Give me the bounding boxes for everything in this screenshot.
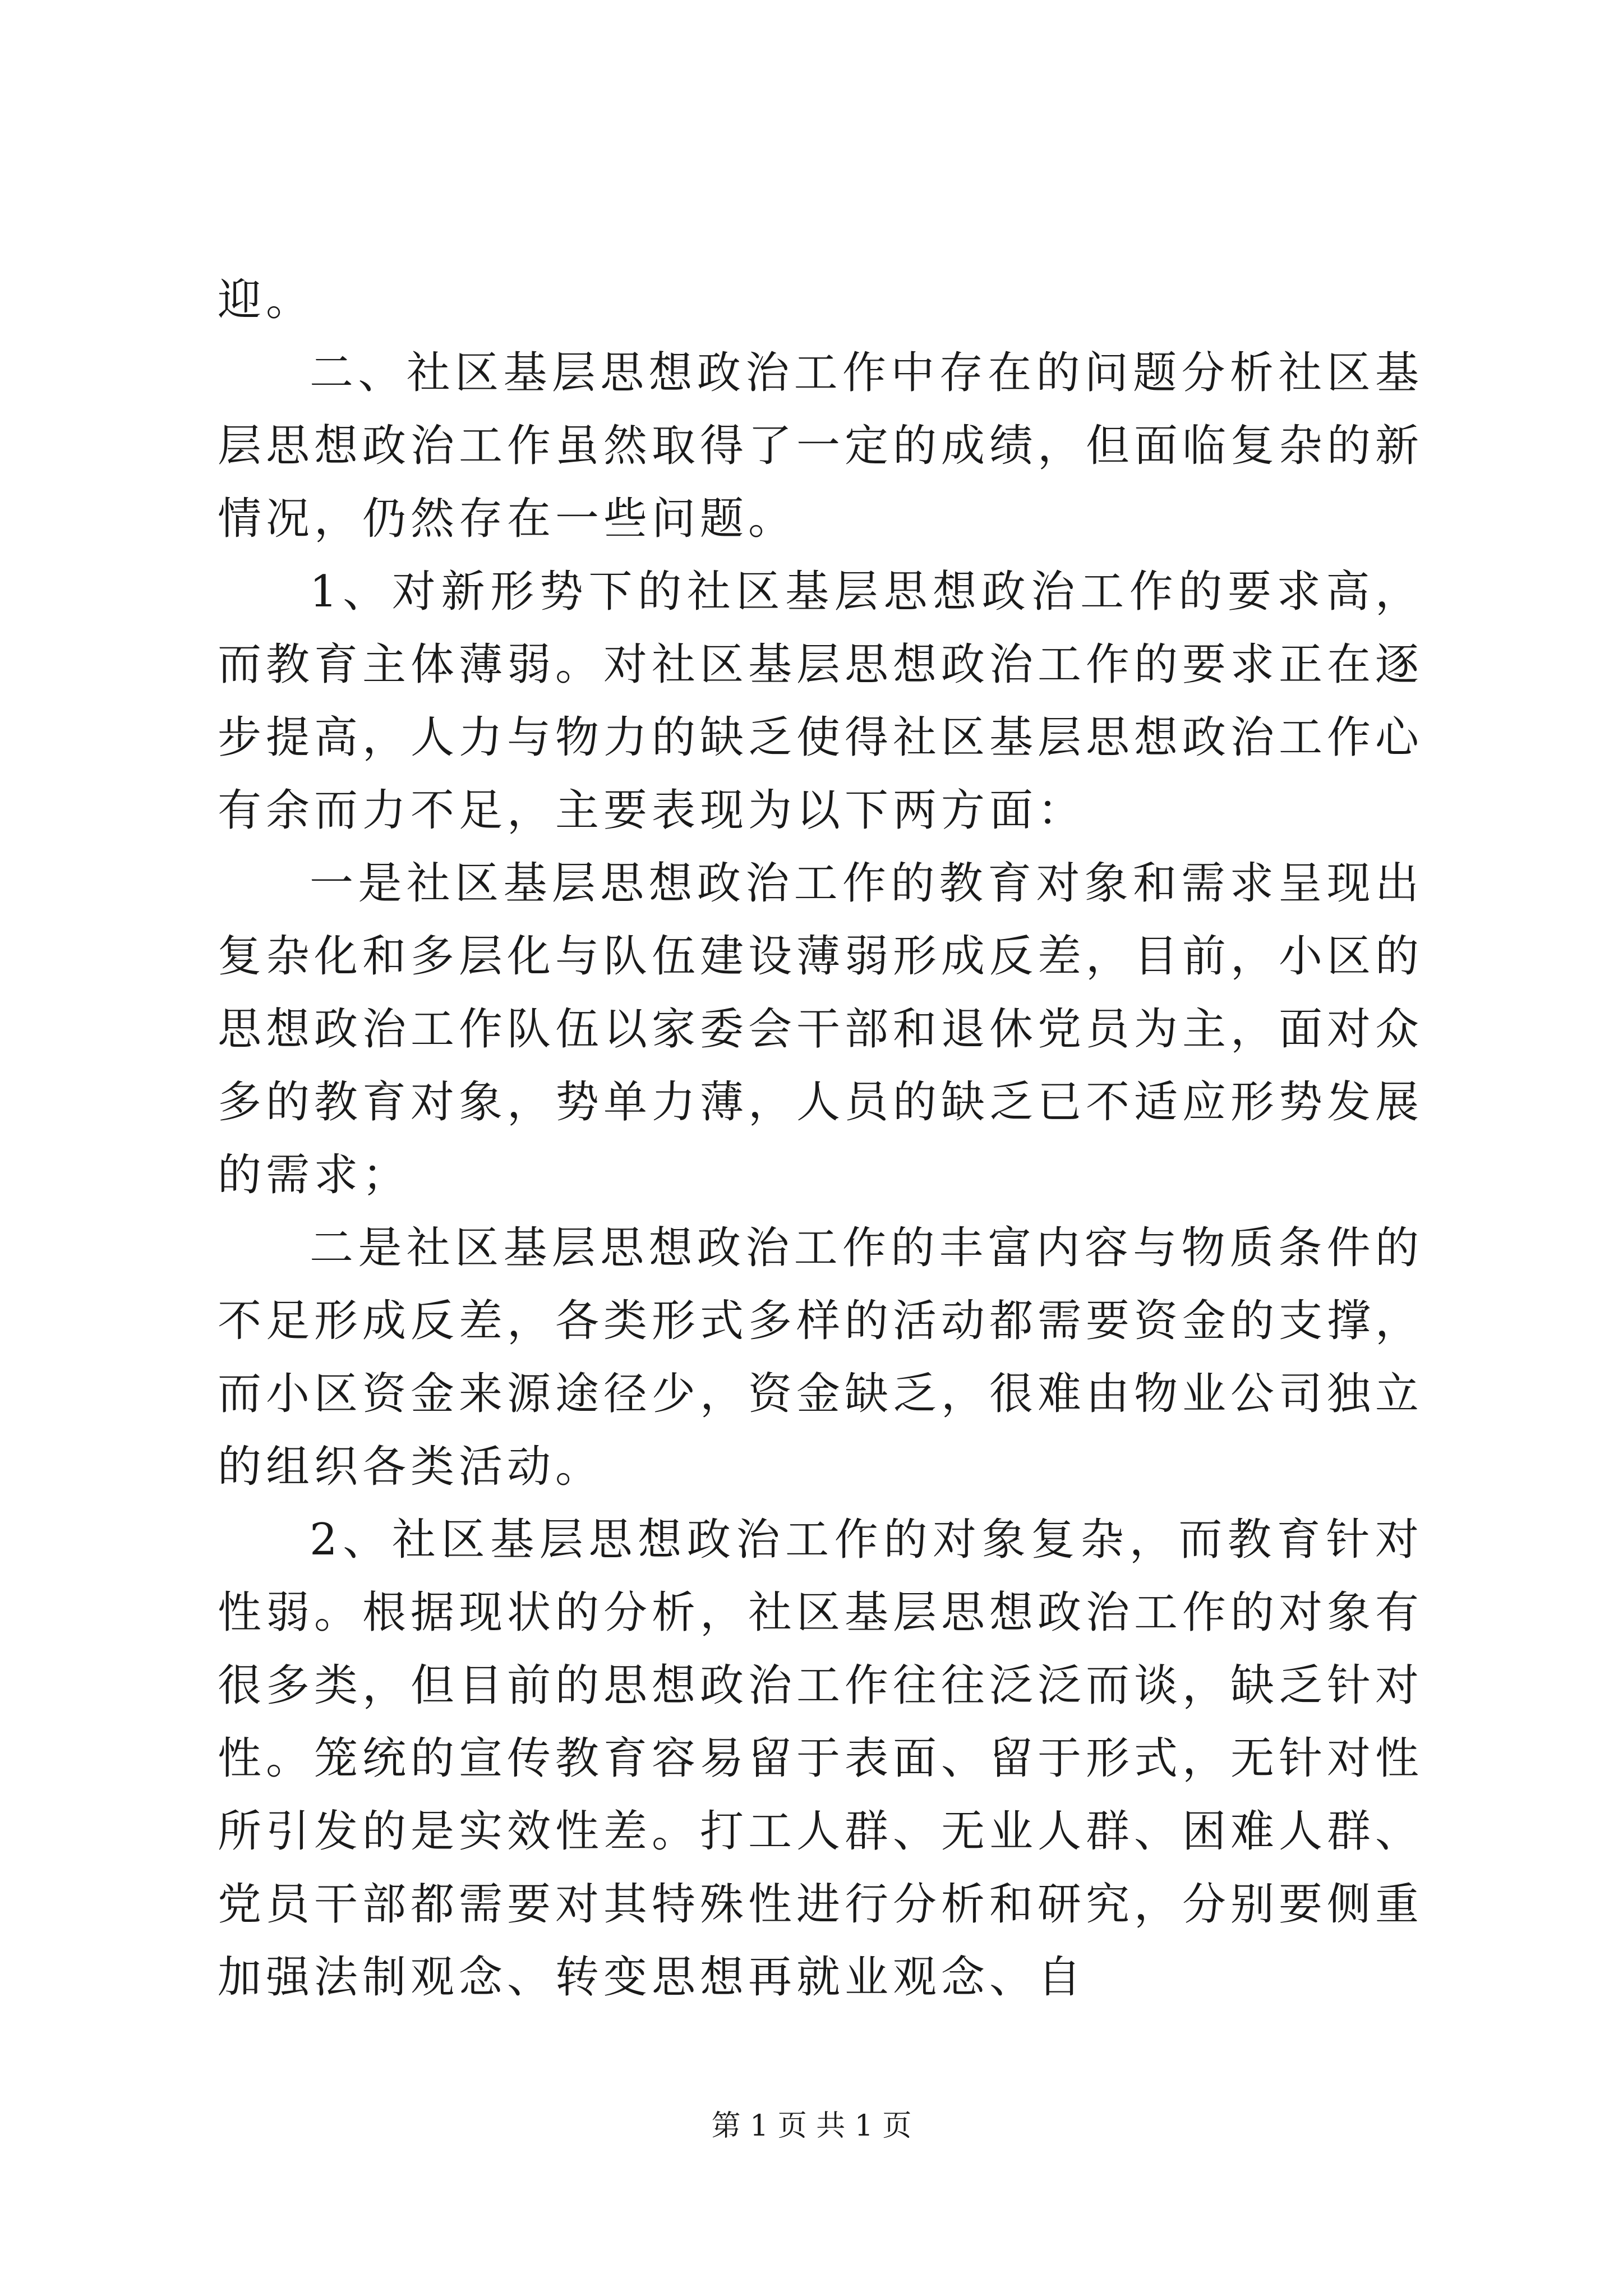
paragraph-section-two-heading: 二、社区基层思想政治工作中存在的问题分析社区基层思想政治工作虽然取得了一定的成绩，但面临复杂的新情况，仍然存在一些问题。: [218, 348, 1424, 544]
paragraph-point-one: 1、对新形势下的社区基层思想政治工作的要求高，而教育主体薄弱。对社区基层思想政治工作的要求正在逐步提高，人力与物力的缺乏使得社区基层思想政治工作心有余而力不足，主要表现为以下两方面：: [218, 567, 1424, 836]
paragraph-first-aspect: 一是社区基层思想政治工作的教育对象和需求呈现出复杂化和多层化与队伍建设薄弱形成反差，目前，小区的思想政治工作队伍以家委会干部和退休党员为主，面对众多的教育对象，势单力薄，人员的缺乏已不适应形势发展的需求；: [218, 858, 1424, 1200]
paragraph-point-two: 2、社区基层思想政治工作的对象复杂，而教育针对性弱。根据现状的分析，社区基层思想政治工作的对象有很多类，但目前的思想政治工作往往泛泛而谈，缺乏针对性。笼统的宣传教育容易留于表面、留于形式，无针对性所引发的是实效性差。打工人群、无业人群、困难人群、党员干部都需要对其特殊性进行分析和研究，分别要侧重加强法制观念、转变思想再就业观念、自: [218, 1515, 1424, 2003]
paragraph-second-aspect: 二是社区基层思想政治工作的丰富内容与物质条件的不足形成反差，各类形式多样的活动都需要资金的支撑，而小区资金来源途径少，资金缺乏，很难由物业公司独立的组织各类活动。: [218, 1223, 1424, 1492]
paragraph-continuation: 迎。: [218, 275, 315, 325]
page-footer: 第 1 页 共 1 页: [711, 2109, 912, 2143]
document-body: [218, 264, 1423, 2014]
